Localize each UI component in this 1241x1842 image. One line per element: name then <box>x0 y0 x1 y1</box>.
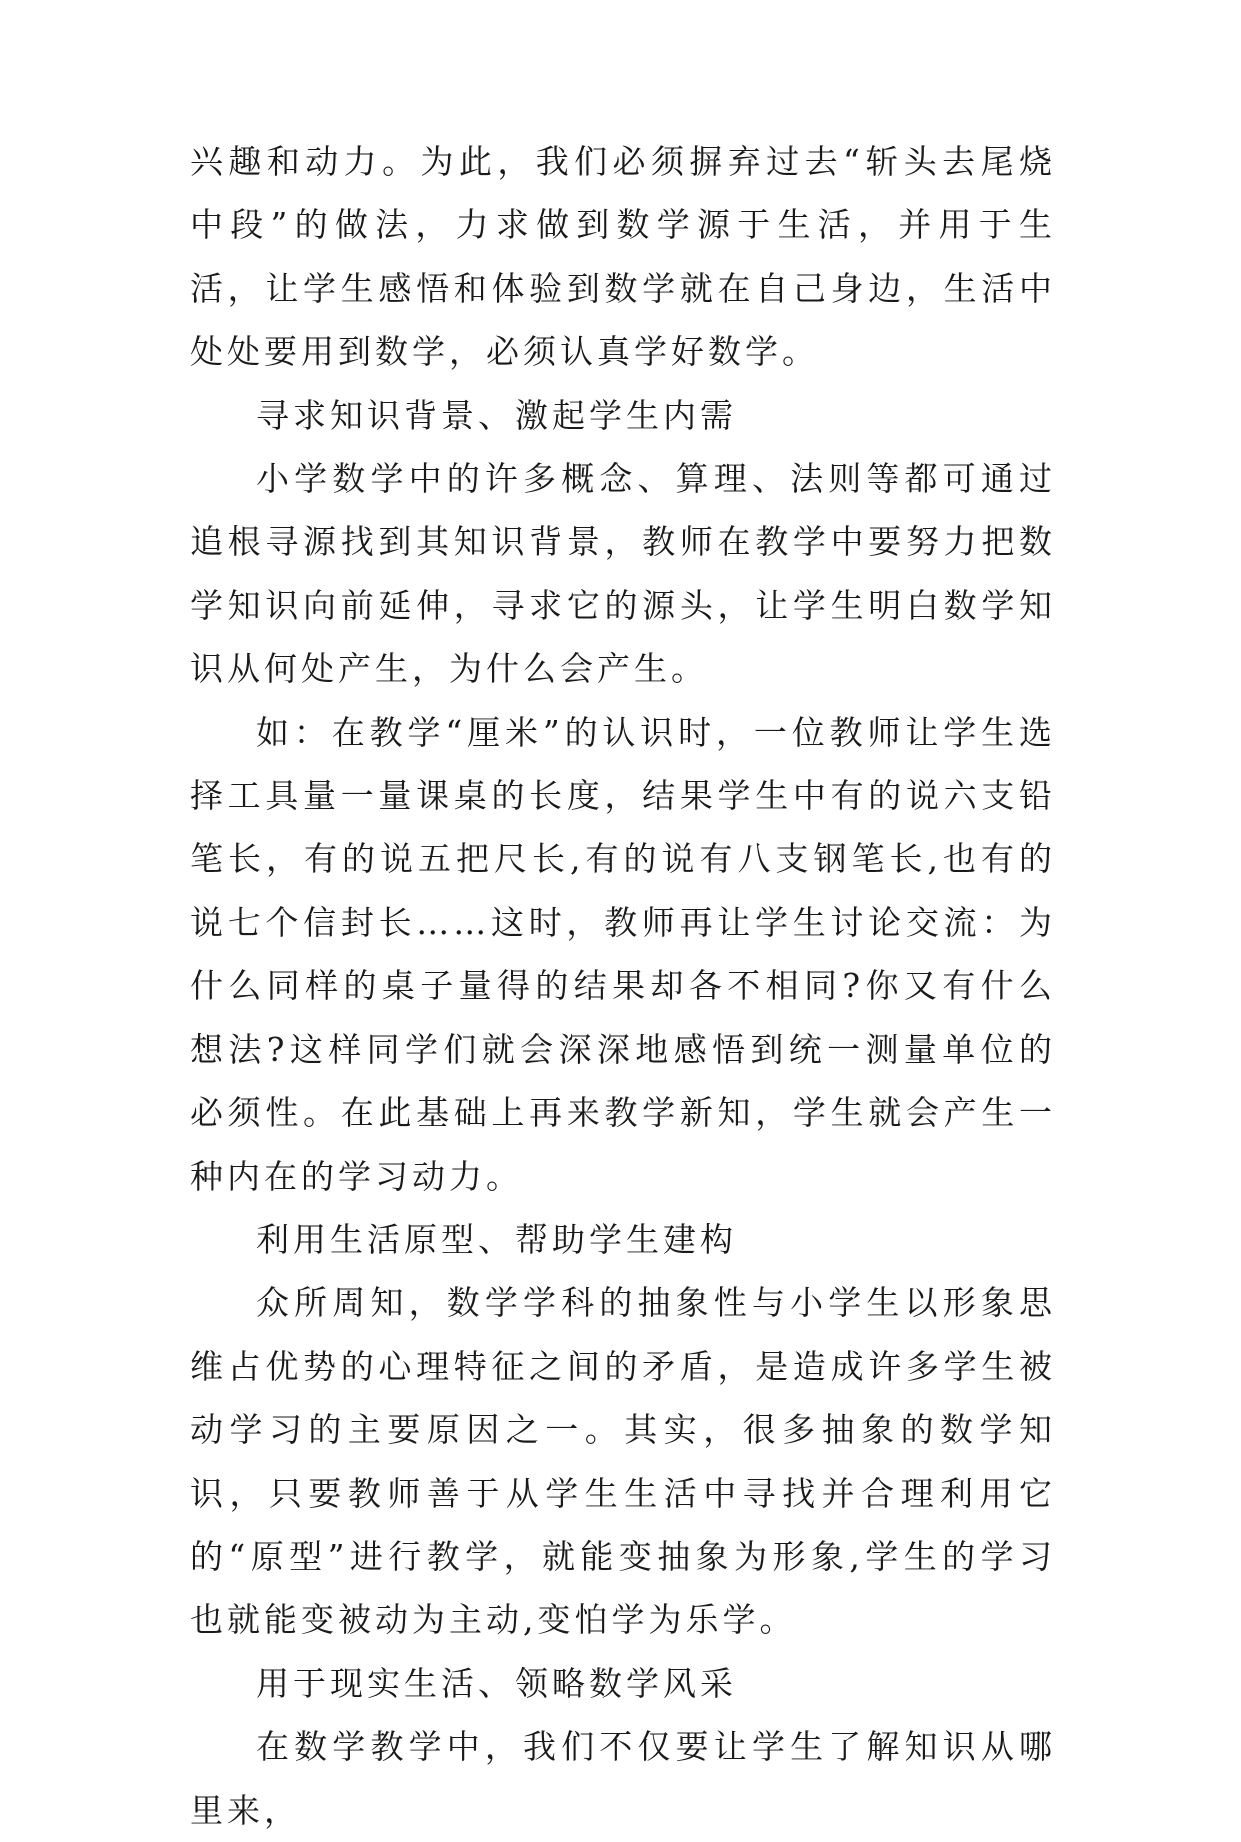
document-page <box>190 130 1056 1842</box>
paragraph-centimeter-example: 如：在教学“厘米”的认识时，一位教师让学生选择工具量一量课桌的长度，结果学生中有的说六支铅笔长，有的说五把尺长,有的说有八支钢笔长,也有的说七个信封长……这时，教师再让学生讨论交流：为什么同样的桌子量得的结果却各不相同?你又有什么想法?这样同学们就会深深地感悟到统一测量单位的必须性。在此基础上再来教学新知，学生就会产生一种内在的学习动力。 <box>190 712 1056 1196</box>
paragraph-real-life: 在数学教学中，我们不仅要让学生了解知识从哪里来， <box>190 1727 1056 1830</box>
section-heading-life-prototype: 利用生活原型、帮助学生建构 <box>256 1219 737 1259</box>
paragraph-knowledge-background: 小学数学中的许多概念、算理、法则等都可通过追根寻源找到其知识背景，教师在教学中要努力把数学知识向前延伸，寻求它的源头，让学生明白数学知识从何处产生，为什么会产生。 <box>190 459 1056 689</box>
section-heading-real-life: 用于现实生活、领略数学风采 <box>256 1663 737 1703</box>
paragraph-continuation: 兴趣和动力。为此，我们必须摒弃过去“斩头去尾烧中段”的做法，力求做到数学源于生活，并用于生活，让学生感悟和体验到数学就在自己身边，生活中处处要用到数学，必须认真学好数学。 <box>190 142 1056 372</box>
section-heading-knowledge-background: 寻求知识背景、激起学生内需 <box>256 395 737 435</box>
paragraph-life-prototype: 众所周知，数学学科的抽象性与小学生以形象思维占优势的心理特征之间的矛盾，是造成许多学生被动学习的主要原因之一。其实，很多抽象的数学知识，只要教师善于从学生生活中寻找并合理利用它的“原型”进行教学，就能变抽象为形象,学生的学习也就能变被动为主动,变怕学为乐学。 <box>190 1283 1056 1640</box>
